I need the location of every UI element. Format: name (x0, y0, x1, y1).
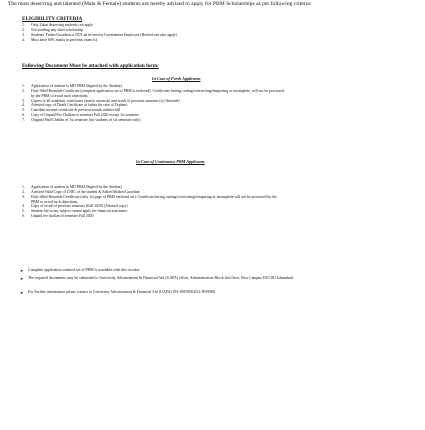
fresh-applicants-list (22, 84, 284, 123)
list-item: 6. Unpaid fee challan of semester Fall 2020 (22, 214, 94, 219)
intro-paragraph: The most deserving and talented (Male & Female) students are hereby advised to apply for PBM Scholarships as per following criteria: (8, 1, 312, 7)
note-item: ➤ The required documents may be submitted to University Advancement & Financial Aid (UAFA) office, Administration Block 2nd floor, New Campus H10 IIU Islamabad. (20, 276, 294, 281)
arrow-bullet-icon: ➤ (20, 268, 24, 273)
fresh-applicants-title: In Case of Fresh Applicants (152, 76, 201, 81)
continuous-applicants-list (22, 185, 284, 219)
list-item: 2. Not availing any other scholarship (22, 27, 84, 32)
list-item: 5. Guardian income certificate & previous month utilities bill (22, 108, 121, 113)
documents-heading: Following Document Must be attached with application form: (22, 63, 159, 69)
list-item: 7. Original Paid Challan of 1st semester (for students of 1st semester only) (22, 118, 141, 123)
list-item: 4. Must have 60% marks in previous exam (s). (22, 37, 99, 42)
list-item: 5. Student fail in any subject cannot apply for financial assistance. (22, 209, 128, 214)
eligibility-list (22, 23, 382, 42)
list-item: 4. Copy of result of previous semester (Fall 2020) (Attested copy) (22, 204, 128, 209)
list-item: 3. Students' Father/Guardian is NOT an in-service Government Employee (Retired can also apply) (22, 32, 177, 37)
list-item: 1. Application of student to MD PBM (Signed by the Student) (22, 185, 122, 189)
list-item: 2. Attested Valid Copy of CNIC of the student & Father/Mother/Guardian (22, 189, 140, 194)
arrow-bullet-icon: ➤ (20, 290, 24, 295)
list-item: 3. Copies of all academic certificates (matric onwards) and result of previous semester (s) (Attested) (22, 98, 180, 103)
list-item: 1. Only Zakat deserving students can apply (22, 23, 93, 27)
list-item: 4. Attested copy of Death Certificate of father (in case of Orphan) (22, 103, 128, 108)
arrow-bullet-icon: ➤ (20, 276, 24, 281)
continuous-applicants-title: In Case of Continuous PBM Applicants (136, 159, 205, 164)
list-item: 3. Duly filled Bonafide Certificate (only 1st page of PBM enclosed set). Certificate having cutting/overwriting/tempering or incomplete will not be processed by the PBM so avoid such objections. (22, 194, 277, 204)
note-item: ➤ Complete application scanned set of PBM is available with this circular. (20, 268, 141, 273)
list-item: 1. Application of student to MD PBM (Signed by the Student) (22, 84, 122, 88)
list-item: 2. Duly filled Bonafide Certificate (complete application set of PBM is enclosed). Certificates having cutting/overwriting/tempering or incomplete, will not be processed by the PBM so avoid such objections. (22, 88, 284, 98)
eligibility-heading: ELIGIBILITY CRITERIA (22, 16, 83, 22)
list-item: 6. Copy of Unpaid Fee Challan of semester Fall 2020 except 1st semester (22, 113, 139, 118)
note-item: ➤ For Further information please contact to University Advancement & Financial Aid (UAFA) 051-9019905,051-9019906 (20, 290, 216, 295)
